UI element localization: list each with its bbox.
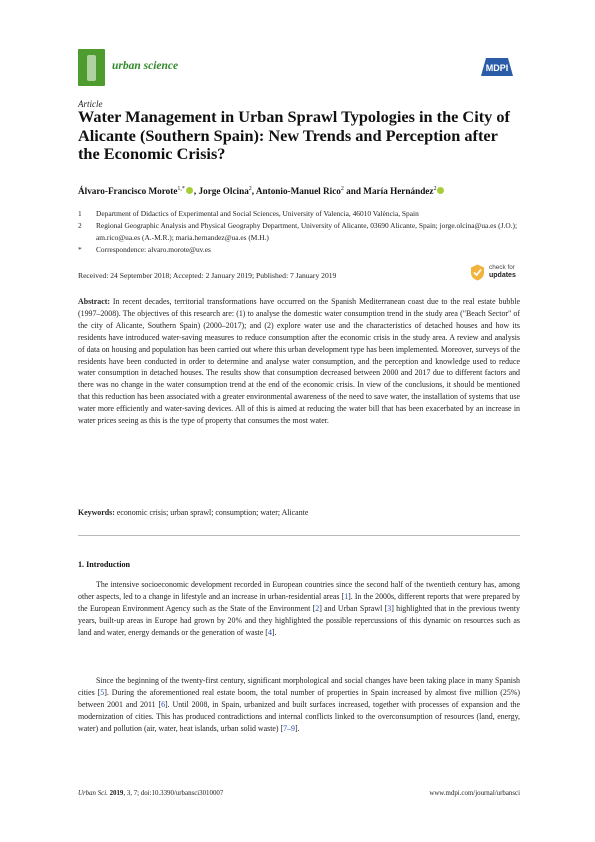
author-name[interactable]: Álvaro-Francisco Morote [78, 186, 178, 197]
abstract-text: In recent decades, territorial transformations have occurred on the Spanish Mediterranean coast due to the real estate bubble (1997–2008). The objectives of this research are: (1) to analyse the domestic water consumption trend in the study area ("Beach Sector" of the city of Alicante, Southern Spain) (2000–2017); and (2) explore water use and the characteristics of detached houses and how its residents have introduced water-saving measures to reduce consumption after the economic crisis in the study area. A review and analysis of data on housing and population has been carried out where this urban development type has been implemented. Moreover, surveys of the residents have been conducted in order to determine and analyse water consumption, and the perception and knowledge used to reduce water consumption in detached houses. The results show that consumption decreased between 2000 and 2017 due to different factors and there was no change in the water consumption trend at the end of the economic crisis. In view of the conclusions, it should be mentioned that this reduction has been associated with a greater environmental awareness of the need to save water, the installation of systems that use water more efficiently and water-saving devices. All of this is aimed at reducing the water bill that has been exacerbated by an increase in water prices seeing as this is the type of property that consumes the most water. [78, 297, 520, 426]
orcid-icon[interactable] [186, 187, 193, 194]
citation-link[interactable]: 6 [161, 699, 166, 709]
abstract-label: Abstract: [78, 297, 110, 306]
citation-link[interactable]: 5 [100, 687, 105, 697]
keywords [78, 508, 308, 517]
footer-citation: Urban Sci. 2019, 3, 7; doi:10.3390/urbansci3010007 [78, 790, 224, 797]
section-heading: 1. Introduction [78, 560, 131, 569]
article-title: Water Management in Urban Sprawl Typologies in the City of Alicante (Southern Spain): New Trends and Perception after the Economic Crisis? [78, 107, 510, 163]
footer-journal-url[interactable]: www.mdpi.com/journal/urbansci [429, 790, 520, 797]
keywords-text: economic crisis; urban sprawl; consumption; water; Alicante [116, 508, 309, 517]
citation-link[interactable]: 3 [387, 603, 392, 613]
divider [78, 535, 520, 536]
journal-logo-icon [78, 49, 105, 86]
author-sup: 2 [248, 186, 252, 192]
keywords-label: Keywords: [78, 508, 115, 517]
paragraph-1: The intensive socioeconomic development recorded in European countries since the second half of the twentieth century has, among other aspects, led to a change in lifestyle and an increase in urban-residential areas [1]. In the 2000s, different reports that were prepared by the European Environment Agency such as the State of the Environment [2] and Urban Sprawl [3] highlighted that in the previous twenty years, built-up areas in Europe had grown by 20% and they highlighted the possible repercussions of this dynamic on resources such as land and water, energy demands or the generation of waste [4]. [78, 580, 520, 637]
journal-name: urban science [112, 60, 179, 72]
publisher-name: MDPI [485, 63, 509, 73]
author-sup: 2 [433, 186, 437, 192]
author-name[interactable]: Antonio-Manuel Rico [255, 186, 341, 197]
author-name[interactable]: María Hernández [363, 186, 434, 197]
abstract [78, 296, 520, 427]
publication-dates: Received: 24 September 2018; Accepted: 2 January 2019; Published: 7 January 2019 [78, 271, 337, 280]
paragraph-2: Since the beginning of the twenty-first century, significant morphological and social changes have been taking place in many Spanish cities [5]. During the aforementioned real estate boom, the total number of properties in Spain increased by almost five million (25%) between 2001 and 2011 [6]. Until 2008, in Spain, urbanized and built surfaces increased, together with processes of expansion and the modernization of cities. This has produced contradictions and internal conflicts linked to the overconsumption of resources (land, energy, water) and pollution (air, water, heat islands, urban solid waste) [7–9]. [78, 676, 520, 733]
author-sup: 2 [340, 186, 344, 192]
author-name[interactable]: Jorge Olcina [198, 186, 249, 197]
orcid-icon[interactable] [437, 187, 444, 194]
citation-link[interactable]: 2 [315, 603, 320, 613]
check-updates-icon [470, 264, 485, 281]
article-type: Article [78, 99, 103, 109]
author-sup: 1,* [177, 186, 185, 192]
author-list: Álvaro-Francisco Morote$^{1,*}$ , Jorge Olcina$^2$, Antonio-Manuel Rico$^2$ and María Hernández$^2$ [78, 186, 445, 196]
mdpi-logo-icon [478, 56, 516, 78]
citation-link[interactable]: 7–9 [283, 723, 295, 733]
citation-link[interactable]: 1 [344, 591, 349, 601]
citation-link[interactable]: 4 [267, 627, 272, 637]
check-for-updates-button[interactable]: check for updates [470, 261, 520, 287]
